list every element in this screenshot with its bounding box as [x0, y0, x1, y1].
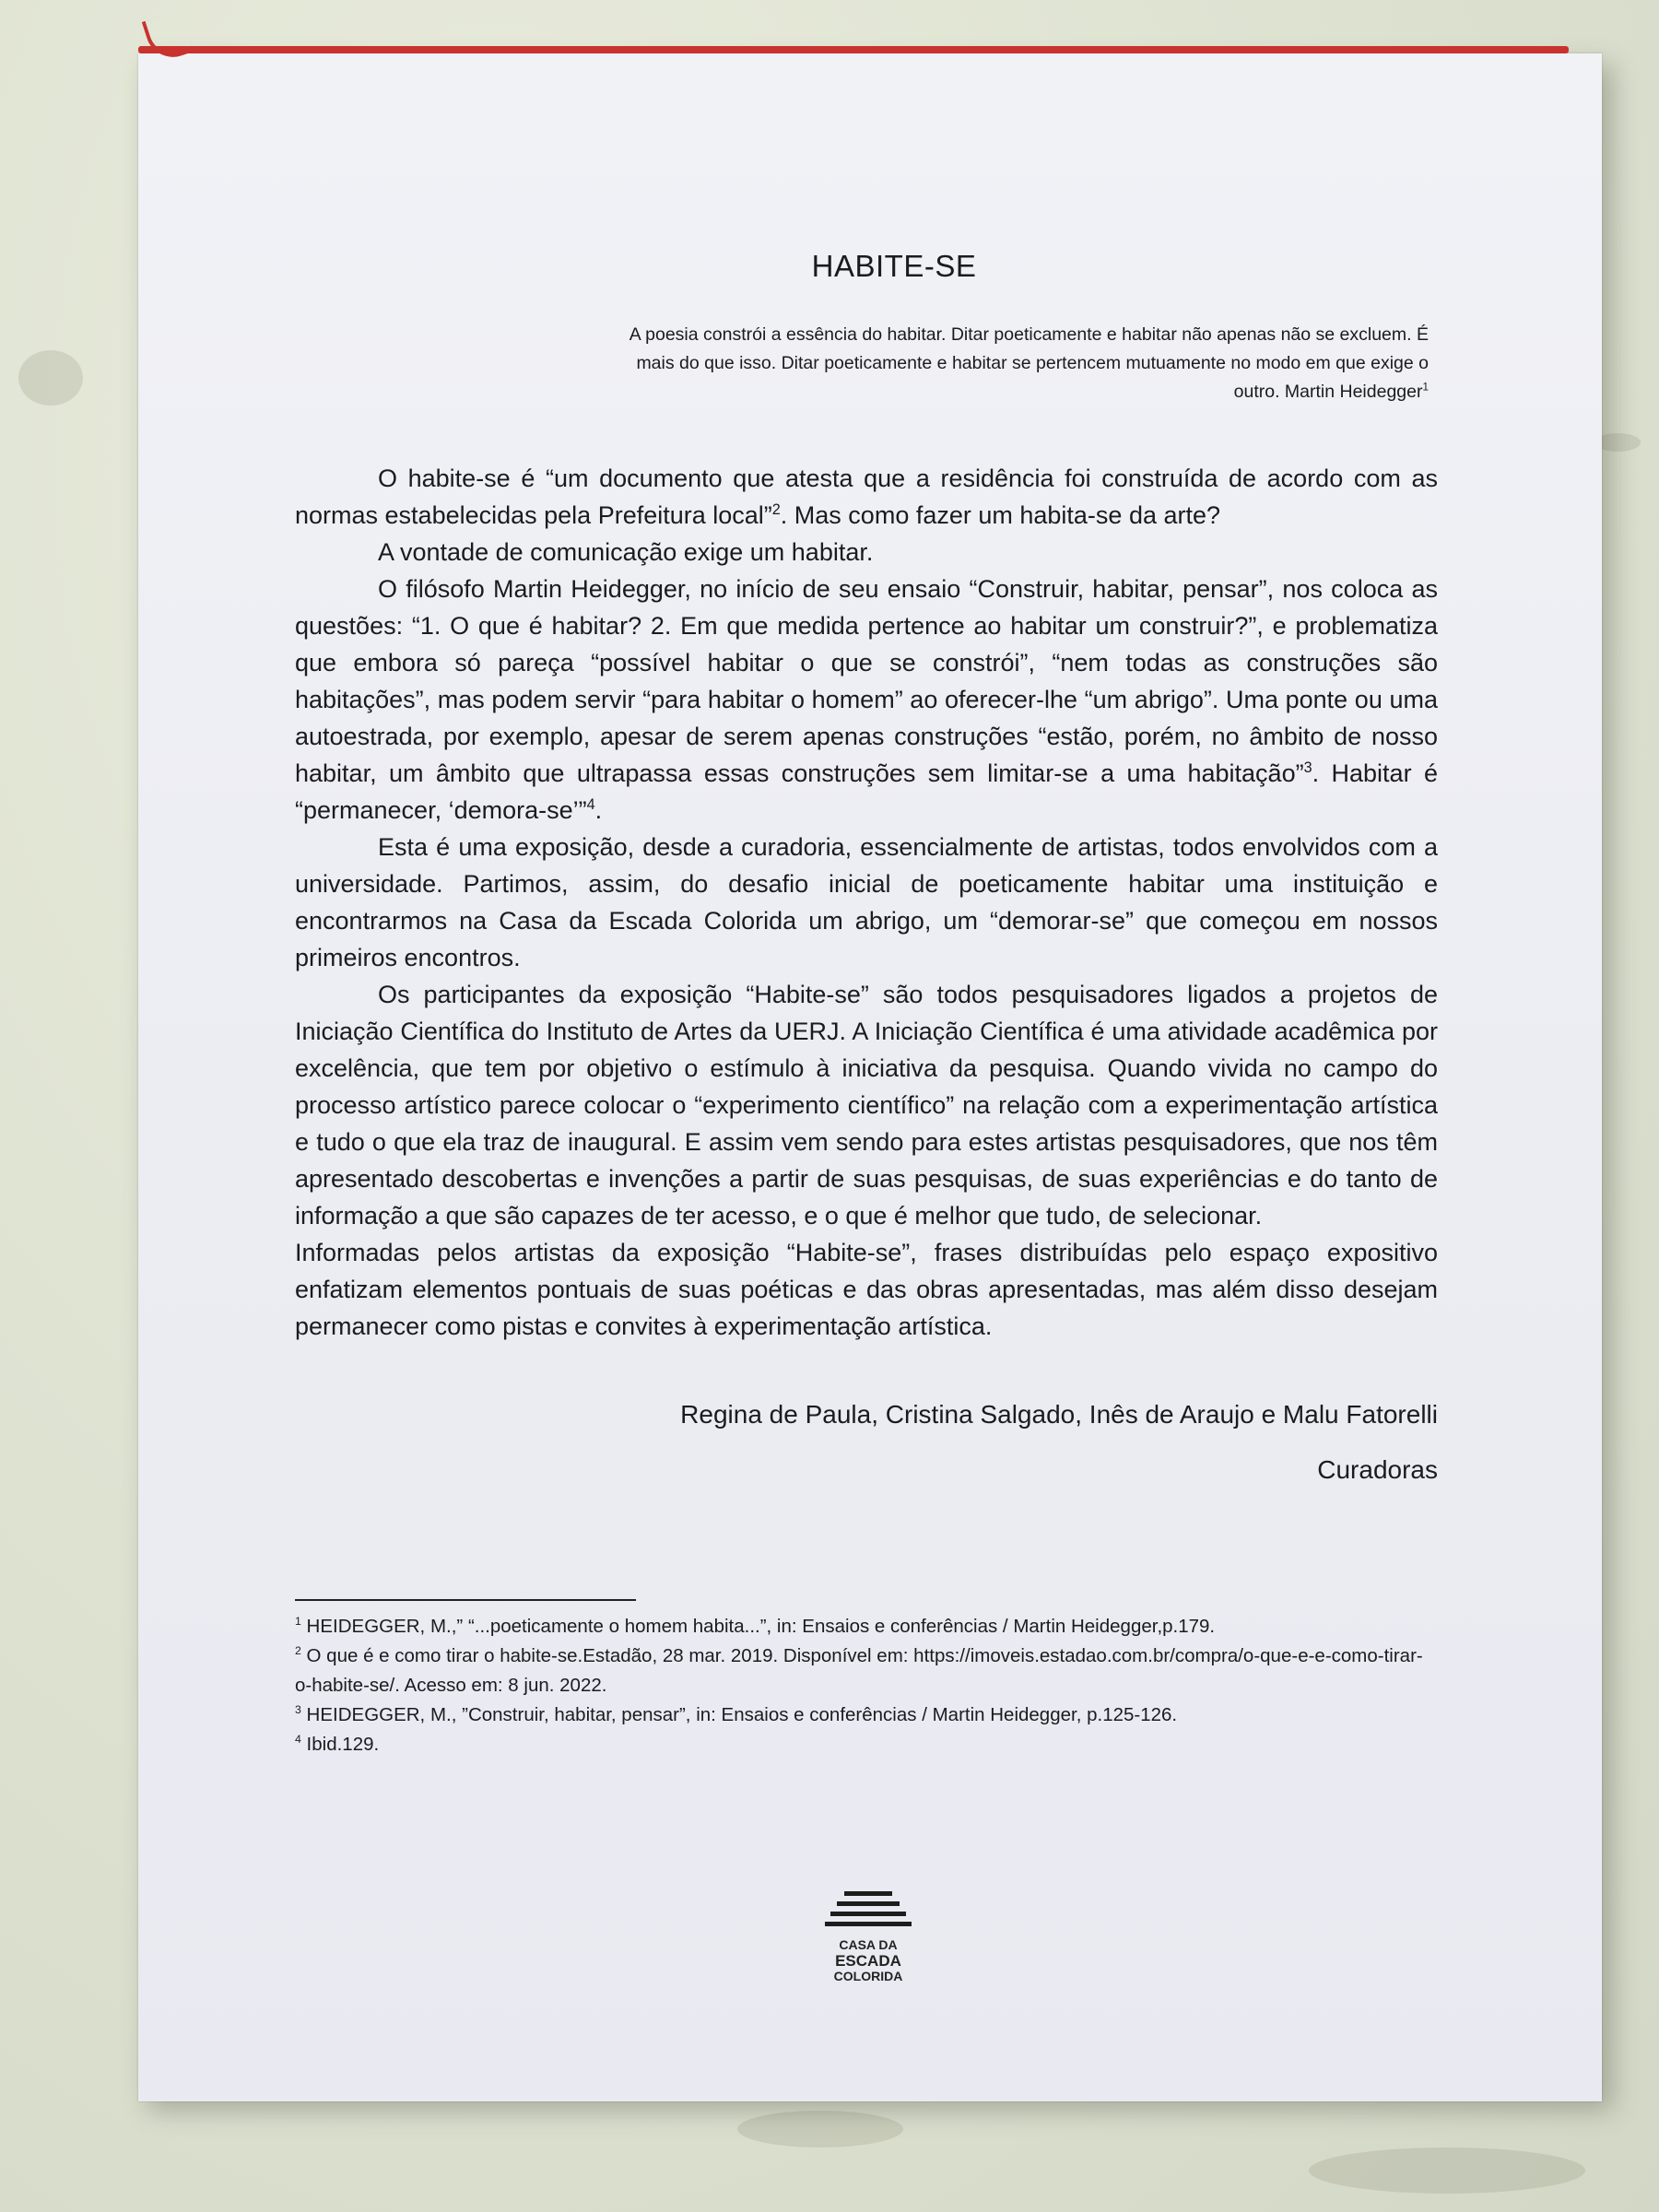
staircase-icon	[822, 1891, 914, 1926]
document-title: HABITE-SE	[811, 249, 977, 283]
document-content	[295, 249, 1438, 1759]
footnote: $^4$ Ibid.129.	[295, 1733, 380, 1755]
curator-role: Curadoras	[1317, 1455, 1438, 1484]
wall-stain	[18, 350, 83, 406]
body-text	[295, 460, 1438, 1345]
wall-stain	[1309, 2147, 1585, 2194]
paragraph: Informadas pelos artistas da exposição “Habite-se”, frases distribuídas pelo espaço expositivo enfatizam elementos pontuais de suas poéticas e das obras apresentadas, mas além disso desejam permanecer como pistas e convites à experimentação artística.	[295, 1239, 1438, 1340]
paragraph: A vontade de comunicação exige um habitar.	[378, 538, 874, 566]
logo-text: CASA DA ESCADA COLORIDA	[833, 1937, 903, 1983]
paragraph: Os participantes da exposição “Habite-se” são todos pesquisadores ligados a projetos de Iniciação Científica do Instituto de Artes da UERJ. A Iniciação Científica é uma atividade acadêmica por excelência, que tem por objetivo o estímulo à iniciativa da pesquisa. Quando vivida no campo do processo artístico parece colocar o “experimento científico” na relação com a experimentação artística e tudo o que ela traz de inaugural. E assim vem sendo para estes artistas pesquisadores, que nos têm apresentado descobertas e invenções a partir de suas pesquisas, de suas experiências e do tanto de informação a que são capazes de ter acesso, e o que é melhor que tudo, de selecionar.	[295, 981, 1438, 1230]
signature	[295, 1387, 1438, 1498]
casa-da-escada-colorida-logo	[822, 1891, 914, 1984]
footnote-ref: 2	[771, 501, 781, 518]
red-tape	[138, 46, 1569, 53]
footnote: $^1$ HEIDEGGER, M.,” “...poeticamente o homem habita...”, in: Ensaios e conferências / Martin Heidegger,p.179.	[295, 1615, 1216, 1637]
footnote-ref: 1	[1422, 381, 1429, 394]
footnote-ref: 4	[586, 796, 595, 813]
footnotes	[295, 1612, 1438, 1759]
footnote-ref: 3	[1303, 759, 1312, 776]
epigraph-text: A poesia constrói a essência do habitar. Ditar poeticamente e habitar não apenas não se excluem. É mais do que isso. Ditar poeticamente e habitar se pertencem mutuamente no modo em que exige o outro. Martin Heidegger	[629, 324, 1429, 402]
paragraph: Esta é uma exposição, desde a curadoria, essencialmente de artistas, todos envolvidos com a universidade. Partimos, assim, do desafio inicial de poeticamente habitar uma instituição e encontrarmos na Casa da Escada Colorida um abrigo, um “demorar-se” que começou em nossos primeiros encontros.	[295, 833, 1438, 971]
footnote: $^3$ HEIDEGGER, M., ”Construir, habitar, pensar”, in: Ensaios e conferências / Martin Heidegger, p.125-126.	[295, 1703, 1178, 1725]
wall-stain	[737, 2111, 903, 2147]
epigraph	[590, 321, 1429, 406]
paragraph: O filósofo Martin Heidegger, no início de seu ensaio “Construir, habitar, pensar”, nos coloca as questões: “1. O que é habitar? 2. Em que medida pertence ao habitar um construir?”, e problematiza que embora só pareça “possível habitar o que se constrói”, “nem todas as construções são habitações”, mas podem servir “para habitar o homem” ao oferecer-lhe “um abrigo”. Uma ponte ou uma autoestrada, por exemplo, apesar de serem apenas construções “estão, porém, no âmbito de nosso habitar, um âmbito que ultrapassa essas construções sem limitar-se a uma habitação”$^3$. Habitar é “permanecer, ‘demora-se’”$^4$.	[295, 575, 1439, 824]
paragraph: O habite-se é “um documento que atesta que a residência foi construída de acordo com as normas estabelecidas pela Prefeitura local”$^2$. Mas como fazer um habita-se da arte?	[295, 465, 1438, 529]
curator-names: Regina de Paula, Cristina Salgado, Inês de Araujo e Malu Fatorelli	[680, 1400, 1438, 1429]
footnote: $^2$ O que é e como tirar o habite-se.Estadão, 28 mar. 2019. Disponível em: https://imoveis.estadao.com.br/compra/o-que-e-e-como-tirar-o-habite-se/. Acesso em: 8 jun. 2022.	[295, 1644, 1423, 1696]
footnote-divider	[295, 1599, 636, 1601]
